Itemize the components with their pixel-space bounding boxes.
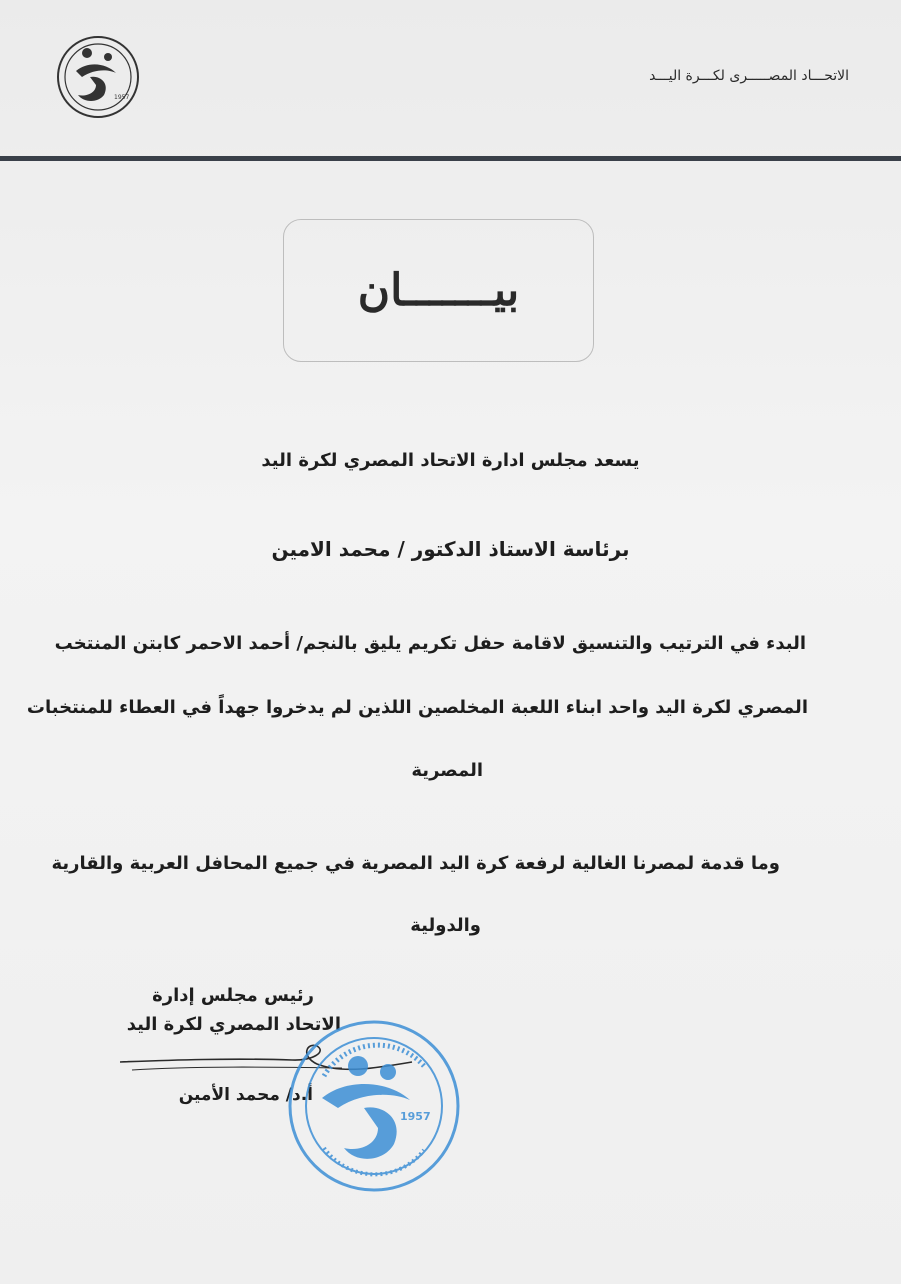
paragraph2-line1: وما قدمة لمصرنا الغالية لرفعة كرة اليد المصرية في جميع المحافل العربية والقارية: [51, 853, 780, 874]
header-divider: [0, 156, 901, 161]
federation-stamp-icon: [284, 1016, 464, 1196]
intro-line: يسعد مجلس ادارة الاتحاد المصري لكرة اليد: [261, 450, 640, 471]
chairman-line: برئاسة الاستاذ الدكتور / محمد الامين: [271, 537, 630, 561]
organization-header: الاتحـــاد المصـــــرى لكـــرة اليـــد: [649, 68, 849, 84]
paragraph1-line2: المصري لكرة اليد واحد ابناء اللعبة المخلصين اللذين لم يدخروا جهداً في العطاء للمنتخبات: [26, 697, 808, 718]
handball-federation-logo-icon: [54, 33, 142, 121]
svg-text:1957: 1957: [400, 1110, 431, 1123]
signatory-title-line1: رئيس مجلس إدارة: [152, 985, 314, 1006]
signatory-name: أ.د/ محمد الأمين: [178, 1085, 313, 1105]
svg-text:1957: 1957: [114, 94, 130, 101]
signatory-title-line2: الاتحاد المصري لكرة اليد: [126, 1014, 341, 1035]
paragraph1-line3: المصرية: [411, 760, 483, 781]
title-box: [283, 219, 594, 362]
paragraph1-line1: البدء في الترتيب والتنسيق لاقامة حفل تكريم يليق بالنجم/ أحمد الاحمر كابتن المنتخب: [54, 633, 806, 654]
document-title: بيـــــــان: [357, 265, 520, 316]
paragraph2-line2: والدولية: [410, 915, 481, 936]
